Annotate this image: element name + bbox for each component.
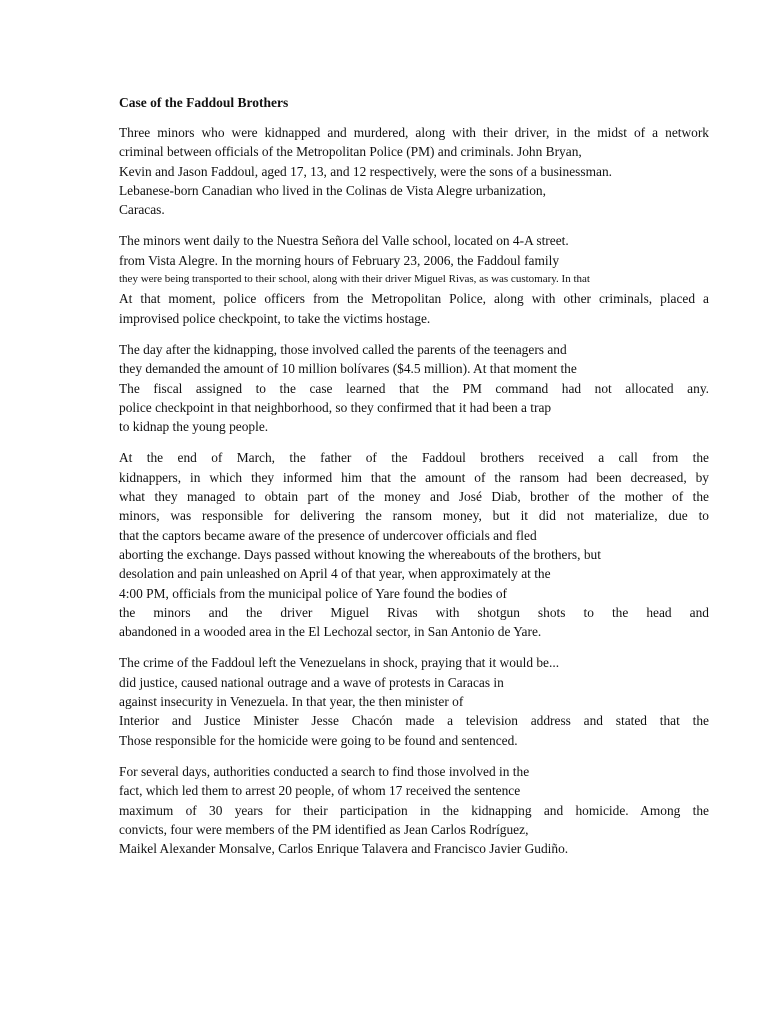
text-line: kidnappers, in which they informed him that the amount of the ransom had been decreased, by	[119, 469, 709, 485]
paragraph	[119, 762, 709, 858]
text-line: improvised police checkpoint, to take the victims hostage.	[119, 310, 431, 326]
text-line: Caracas.	[119, 202, 165, 218]
text-line: 4:00 PM, officials from the municipal police of Yare found the bodies of	[119, 585, 508, 601]
text-line: aborting the exchange. Days passed without knowing the whereabouts of the brothers, but	[119, 546, 601, 562]
paragraph	[119, 123, 709, 219]
text-line: fact, which led them to arrest 20 people, of whom 17 received the sentence	[119, 783, 521, 799]
document-title: Case of the Faddoul Brothers	[119, 95, 289, 110]
text-line: Lebanese-born Canadian who lived in the Colinas de Vista Alegre urbanization,	[119, 182, 546, 198]
paragraph	[119, 653, 709, 749]
paragraph	[119, 231, 709, 327]
text-line: At the end of March, the father of the Faddoul brothers received a call from the	[119, 450, 709, 466]
text-line: Kevin and Jason Faddoul, aged 17, 13, and 12 respectively, were the sons of a businessman.	[119, 163, 612, 179]
paragraph	[119, 448, 709, 641]
text-line: Maikel Alexander Monsalve, Carlos Enrique Talavera and Francisco Javier Gudiño.	[119, 841, 569, 857]
paragraph-list	[119, 123, 709, 858]
text-line: that the captors became aware of the presence of undercover officials and fled	[119, 527, 537, 543]
text-line: Those responsible for the homicide were going to be found and sentenced.	[119, 732, 518, 748]
text-line: what they managed to obtain part of the money and José Diab, brother of the mother of the	[119, 489, 709, 505]
text-line: desolation and pain unleashed on April 4 of that year, when approximately at the	[119, 566, 551, 582]
text-line: maximum of 30 years for their participation in the kidnapping and homicide. Among the	[119, 802, 709, 818]
text-line: For several days, authorities conducted a search to find those involved in the	[119, 763, 530, 779]
text-line: the minors and the driver Miguel Rivas with shotgun shots to the head and	[119, 604, 709, 620]
text-line: convicts, four were members of the PM identified as Jean Carlos Rodríguez,	[119, 821, 529, 837]
text-line: The minors went daily to the Nuestra Señora del Valle school, located on 4-A street.	[119, 233, 569, 249]
document-body	[119, 94, 709, 870]
text-line: abandoned in a wooded area in the El Lechozal sector, in San Antonio de Yare.	[119, 624, 542, 640]
text-line: At that moment, police officers from the Metropolitan Police, along with other criminals, placed a	[119, 291, 709, 307]
text-line: did justice, caused national outrage and a wave of protests in Caracas in	[119, 674, 504, 690]
text-line: from Vista Alegre. In the morning hours of February 23, 2006, the Faddoul family	[119, 252, 560, 268]
text-line: against insecurity in Venezuela. In that year, the then minister of	[119, 694, 464, 710]
text-line: The fiscal assigned to the case learned that the PM command had not allocated any.	[119, 380, 709, 396]
text-line: minors, was responsible for delivering the ransom money, but it did not materialize, due to	[119, 508, 709, 524]
text-line: The day after the kidnapping, those involved called the parents of the teenagers and	[119, 341, 567, 357]
text-line: Interior and Justice Minister Jesse Chacón made a television address and stated that the	[119, 713, 709, 729]
text-line: Three minors who were kidnapped and murdered, along with their driver, in the midst of a network	[119, 125, 709, 140]
text-line: they were being transported to their school, along with their driver Miguel Rivas, as was customary. In that	[119, 273, 590, 286]
text-line: The crime of the Faddoul left the Venezuelans in shock, praying that it would be...	[119, 655, 560, 671]
text-line: to kidnap the young people.	[119, 419, 269, 435]
text-line: they demanded the amount of 10 million bolívares ($4.5 million). At that moment the	[119, 361, 577, 377]
text-line: criminal between officials of the Metropolitan Police (PM) and criminals. John Bryan,	[119, 144, 582, 160]
paragraph	[119, 340, 709, 436]
text-line: police checkpoint in that neighborhood, so they confirmed that it had been a trap	[119, 399, 552, 415]
